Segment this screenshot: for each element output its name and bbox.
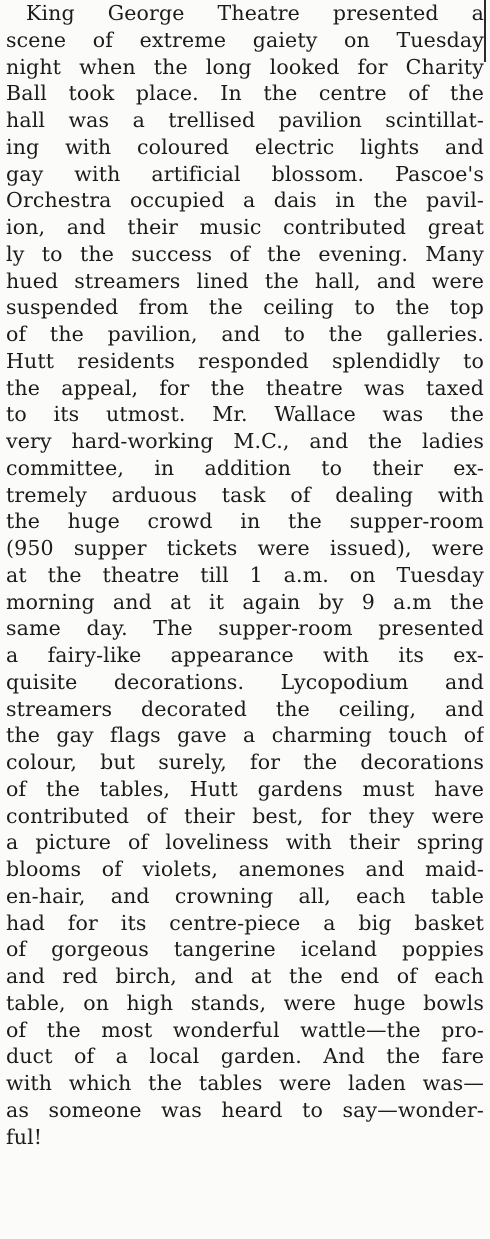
article-line: as someone was heard to say—wonder-	[6, 1097, 484, 1122]
article-line: Ball took place. In the centre of the	[6, 81, 484, 106]
article-line: a fairy-like appearance with its ex-	[6, 643, 484, 667]
article-line: very hard-working M.C., and the ladies	[6, 429, 484, 453]
article-line: at the theatre till 1 a.m. on Tuesday	[6, 562, 484, 587]
article-line: of the pavilion, and to the galleries.	[6, 322, 484, 346]
article-line: of the most wonderful wattle—the pro-	[6, 1017, 484, 1042]
article-line: had for its centre-piece a big basket	[6, 910, 484, 935]
article-line: (950 supper tickets were issued), were	[6, 536, 484, 560]
article-line: hall was a trellised pavilion scintillat-	[6, 108, 484, 132]
article-line: and red birch, and at the end of each	[6, 964, 484, 988]
article-line: ly to the success of the evening. Many	[6, 241, 484, 266]
article-line: the gay flags gave a charming touch of	[6, 723, 484, 748]
article-line: morning and at it again by 9 a.m the	[6, 589, 484, 614]
article-line: en-hair, and crowning all, each table	[6, 883, 484, 908]
article-line: hued streamers lined the hall, and were	[6, 268, 484, 293]
article-line: the appeal, for the theatre was taxed	[6, 375, 484, 400]
article-line: table, on high stands, were huge bowls	[6, 990, 484, 1015]
article-line: tremely arduous task of dealing with	[6, 482, 484, 507]
article-line: colour, but surely, for the decorations	[6, 750, 484, 774]
article-line: of gorgeous tangerine iceland poppies	[6, 937, 484, 962]
article-line: to its utmost. Mr. Wallace was the	[6, 402, 484, 427]
article-line: committee, in addition to their ex-	[6, 455, 484, 480]
article-line: blooms of violets, anemones and maid-	[6, 857, 484, 881]
article-line: suspended from the ceiling to the top	[6, 295, 484, 320]
article-body	[6, 0, 484, 1150]
article-line: ion, and their music contributed great	[6, 215, 484, 239]
article-line: with which the tables were laden was—	[6, 1071, 484, 1095]
article-line: Orchestra occupied a dais in the pavil-	[6, 188, 484, 213]
article-line: contributed of their best, for they were	[6, 803, 484, 828]
article-line: gay with artificial blossom. Pascoe's	[6, 161, 484, 186]
article-line: quisite decorations. Lycopodium and	[6, 669, 484, 694]
article-line: night when the long looked for Charity	[6, 54, 484, 79]
column-rule	[484, 0, 486, 62]
article-line: of the tables, Hutt gardens must have	[6, 776, 484, 801]
article-line: a picture of loveliness with their spring	[6, 830, 484, 855]
article-line: Hutt residents responded splendidly to	[6, 348, 484, 373]
article-line: ing with coloured electric lights and	[6, 134, 484, 159]
article-line: scene of extreme gaiety on Tuesday	[6, 27, 484, 52]
article-line: same day. The supper-room presented	[6, 616, 484, 641]
article-line: streamers decorated the ceiling, and	[6, 696, 484, 721]
article-line: ful!	[6, 1124, 43, 1149]
article-line: the huge crowd in the supper-room	[6, 509, 484, 534]
article-line: duct of a local garden. And the fare	[6, 1044, 484, 1069]
article-line: King George Theatre presented a	[26, 1, 484, 25]
